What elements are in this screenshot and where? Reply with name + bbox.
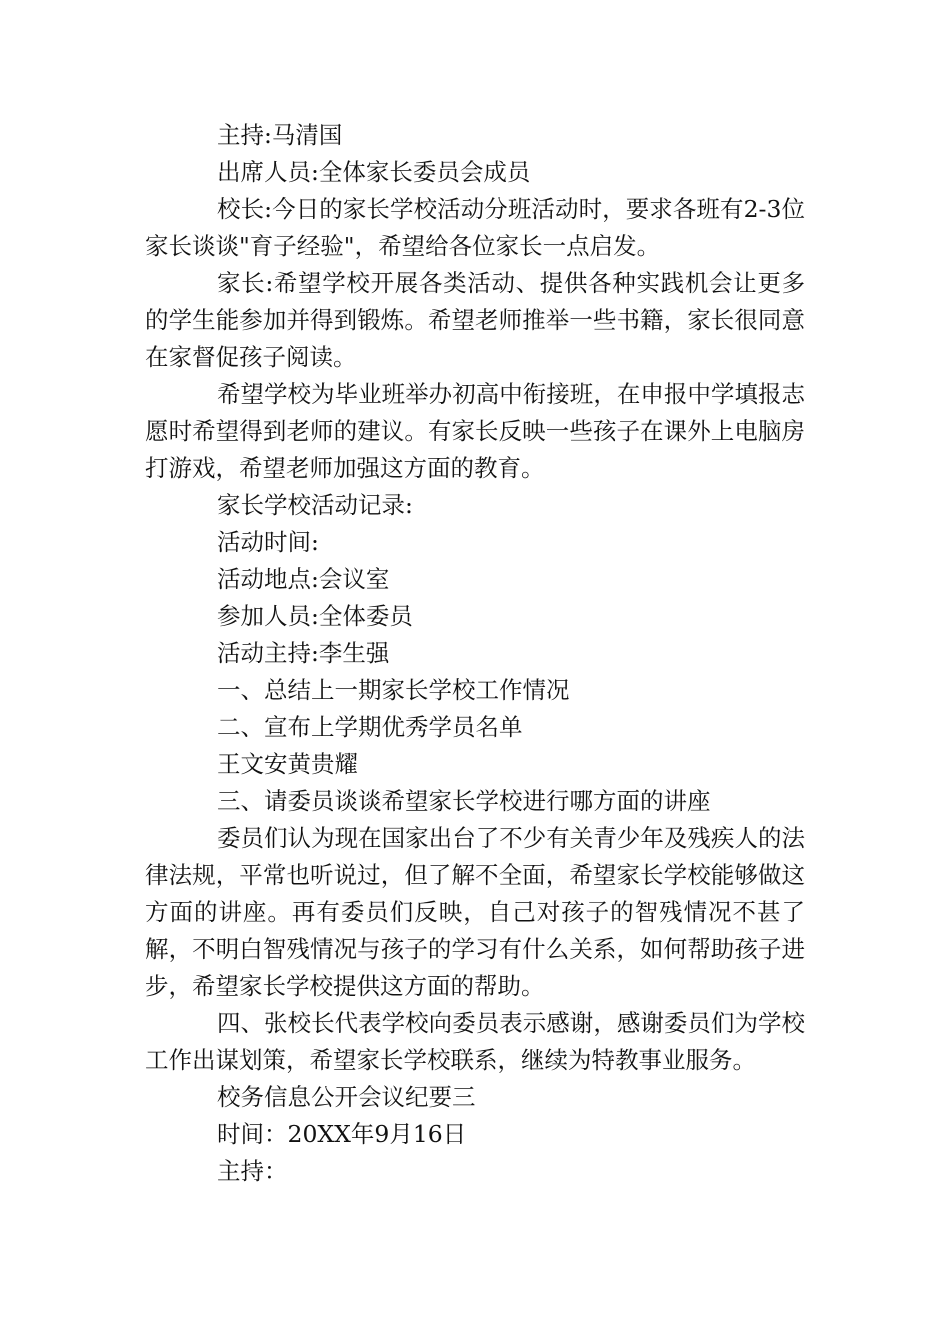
participants-line: 参加人员:全体委员: [217, 602, 413, 630]
agenda-item-2: 二、宣布上学期优秀学员名单: [217, 713, 523, 741]
agenda-item-1: 一、总结上一期家长学校工作情况: [217, 676, 570, 704]
excellent-students-names: 王文安黄贵耀: [217, 750, 358, 778]
parent-paragraph: 家长:希望学校开展各类活动、提供各种实践机会让更多的学生能参加并得到锻炼。希望老师推举一些书籍，家长很同意在家督促孩子阅读。: [145, 269, 805, 371]
graduation-paragraph: 希望学校为毕业班举办初高中衔接班，在申报中学填报志愿时希望得到老师的建议。有家长反映一些孩子在课外上电脑房打游戏，希望老师加强这方面的教育。: [145, 380, 805, 482]
document-body: [145, 117, 805, 1190]
activity-location-line: 活动地点:会议室: [217, 565, 390, 593]
committee-feedback-paragraph: 委员们认为现在国家出台了不少有关青少年及残疾人的法律法规，平常也听说过，但了解不全面，希望家长学校能够做这方面的讲座。再有委员们反映，自己对孩子的智残情况不甚了解，不明白智残情况与孩子的学习有什么关系，如何帮助孩子进步，希望家长学校提供这方面的帮助。: [145, 824, 805, 1000]
activity-host-line: 活动主持:李生强: [217, 639, 390, 667]
agenda-item-4: 四、张校长代表学校向委员表示感谢，感谢委员们为学校工作出谋划策，希望家长学校联系，继续为特教事业服务。: [145, 1009, 805, 1074]
principal-paragraph: 校长:今日的家长学校活动分班活动时，要求各班有2-3位家长谈谈"育子经验"，希望给各位家长一点启发。: [145, 195, 805, 260]
host-line: 主持:马清国: [217, 121, 343, 149]
activity-time-line: 活动时间:: [217, 528, 319, 556]
attendees-line: 出席人员:全体家长委员会成员: [217, 158, 531, 186]
meeting-time-line: 时间：20XX年9月16日: [217, 1120, 467, 1148]
agenda-item-3: 三、请委员谈谈希望家长学校进行哪方面的讲座: [217, 787, 711, 815]
activity-record-heading: 家长学校活动记录:: [217, 491, 413, 519]
minutes-title: 校务信息公开会议纪要三: [217, 1083, 476, 1111]
meeting-host-line: 主持：: [217, 1157, 288, 1185]
